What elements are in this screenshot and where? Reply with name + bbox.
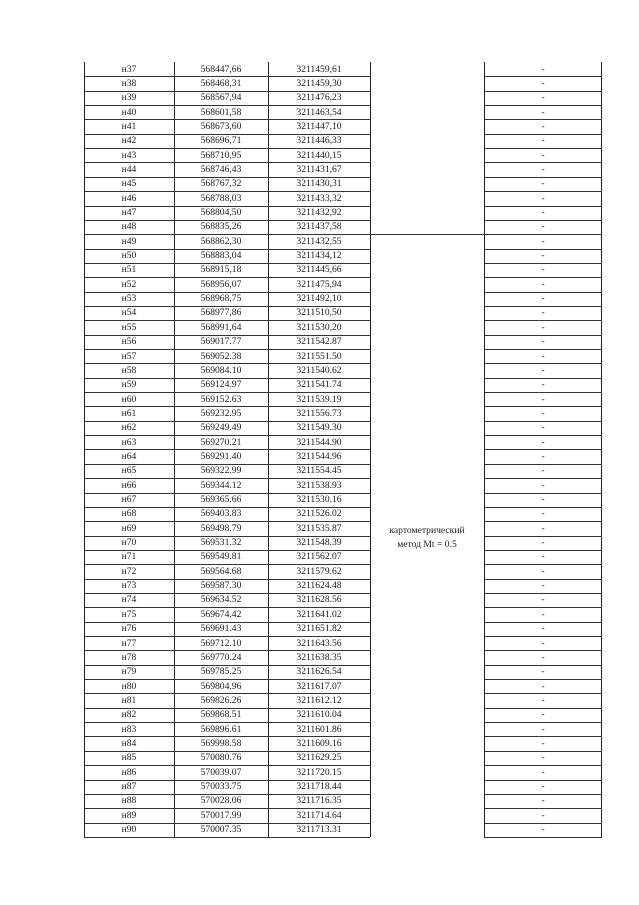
accuracy-cell: - xyxy=(541,336,545,348)
method-cell-border xyxy=(370,234,484,235)
y-coordinate-cell: 3211544.96 xyxy=(296,450,342,462)
accuracy-cell: - xyxy=(541,551,545,563)
y-coordinate-cell: 3211542.87 xyxy=(296,336,342,348)
accuracy-cell: - xyxy=(541,120,545,132)
column-divider xyxy=(370,62,371,837)
y-coordinate-cell: 3211617.07 xyxy=(296,680,342,692)
accuracy-cell: - xyxy=(541,637,545,649)
y-coordinate-cell: 3211638.35 xyxy=(296,651,342,663)
accuracy-cell: - xyxy=(541,207,545,218)
y-coordinate-cell: 3211540.62 xyxy=(296,364,342,376)
accuracy-cell: - xyxy=(541,422,545,434)
accuracy-cell: - xyxy=(541,407,545,419)
accuracy-cell: - xyxy=(541,278,545,290)
point-name-cell: н45 xyxy=(121,178,137,190)
x-coordinate-cell: 568968,75 xyxy=(200,293,242,305)
y-coordinate-cell: 3211718.44 xyxy=(296,781,342,792)
point-name-cell: н83 xyxy=(121,723,137,735)
y-coordinate-cell: 3211601.86 xyxy=(296,723,342,735)
point-name-cell: н85 xyxy=(121,752,137,764)
x-coordinate-cell: 569498.79 xyxy=(200,522,242,534)
y-coordinate-cell: 3211463,54 xyxy=(296,106,342,118)
y-coordinate-cell: 3211713.31 xyxy=(296,824,342,836)
point-name-cell: н38 xyxy=(121,77,137,89)
x-coordinate-cell: 569634.52 xyxy=(200,594,242,606)
point-name-cell: н69 xyxy=(121,522,137,534)
x-coordinate-cell: 569785.25 xyxy=(200,666,242,678)
accuracy-cell: - xyxy=(541,709,545,721)
x-coordinate-cell: 568710,95 xyxy=(200,149,242,161)
x-coordinate-cell: 569365.66 xyxy=(200,494,242,505)
y-coordinate-cell: 3211510,50 xyxy=(296,307,342,319)
x-coordinate-cell: 569896.61 xyxy=(200,723,242,735)
x-coordinate-cell: 568788,03 xyxy=(200,192,242,204)
point-name-cell: н46 xyxy=(121,192,137,204)
y-coordinate-cell: 3211562.07 xyxy=(296,551,342,563)
accuracy-cell: - xyxy=(541,723,545,735)
y-coordinate-cell: 3211430,31 xyxy=(296,178,342,190)
y-coordinate-cell: 3211432,55 xyxy=(296,235,342,247)
accuracy-cell: - xyxy=(541,178,545,190)
x-coordinate-cell: 569564.68 xyxy=(200,565,242,577)
y-coordinate-cell: 3211548.39 xyxy=(296,537,342,549)
accuracy-cell: - xyxy=(541,250,545,262)
y-coordinate-cell: 3211492,10 xyxy=(296,293,342,305)
x-coordinate-cell: 569826.26 xyxy=(200,694,242,706)
point-name-cell: н37 xyxy=(121,63,137,75)
y-coordinate-cell: 3211526.02 xyxy=(296,508,342,520)
point-name-cell: н55 xyxy=(121,321,137,333)
accuracy-cell: - xyxy=(541,508,545,520)
accuracy-cell: - xyxy=(541,465,545,477)
point-name-cell: н86 xyxy=(121,766,137,778)
point-name-cell: н73 xyxy=(121,580,137,592)
point-name-cell: н49 xyxy=(121,235,137,247)
accuracy-cell: - xyxy=(541,594,545,606)
point-name-cell: н41 xyxy=(121,120,137,132)
x-coordinate-cell: 569270.21 xyxy=(200,436,242,448)
point-name-cell: н77 xyxy=(121,637,137,649)
y-coordinate-cell: 3211628.56 xyxy=(296,594,342,606)
point-name-cell: н88 xyxy=(121,795,137,807)
accuracy-cell: - xyxy=(541,436,545,448)
point-name-cell: н78 xyxy=(121,651,137,663)
y-coordinate-cell: 3211629.25 xyxy=(296,752,342,764)
y-coordinate-cell: 3211624.48 xyxy=(296,580,342,592)
y-coordinate-cell: 3211433,32 xyxy=(296,192,342,204)
accuracy-cell: - xyxy=(541,494,545,505)
x-coordinate-cell: 569691.43 xyxy=(200,623,242,635)
point-name-cell: н74 xyxy=(121,594,137,606)
y-coordinate-cell: 3211539.19 xyxy=(296,393,342,405)
point-name-cell: н89 xyxy=(121,809,137,821)
x-coordinate-cell: 568567,94 xyxy=(200,92,242,104)
point-name-cell: н51 xyxy=(121,264,137,276)
y-coordinate-cell: 3211475,94 xyxy=(296,278,342,290)
y-coordinate-cell: 3211538.93 xyxy=(296,479,342,491)
point-name-cell: н71 xyxy=(121,551,137,563)
x-coordinate-cell: 569403.83 xyxy=(200,508,242,520)
x-coordinate-cell: 569322.99 xyxy=(200,465,242,477)
y-coordinate-cell: 3211459,30 xyxy=(296,77,342,89)
point-name-cell: н81 xyxy=(121,694,137,706)
x-coordinate-cell: 568804,50 xyxy=(200,207,242,218)
y-coordinate-cell: 3211445,66 xyxy=(296,264,342,276)
x-coordinate-cell: 570028.06 xyxy=(200,795,242,807)
y-coordinate-cell: 3211651.82 xyxy=(296,623,342,635)
accuracy-cell: - xyxy=(541,364,545,376)
x-coordinate-cell: 569291.40 xyxy=(200,450,242,462)
point-name-cell: н75 xyxy=(121,608,137,620)
accuracy-cell: - xyxy=(541,77,545,89)
accuracy-cell: - xyxy=(541,809,545,821)
point-name-cell: н58 xyxy=(121,364,137,376)
point-name-cell: н76 xyxy=(121,623,137,635)
y-coordinate-cell: 3211541.74 xyxy=(296,379,342,391)
x-coordinate-cell: 570033.75 xyxy=(200,781,242,792)
x-coordinate-cell: 569804.96 xyxy=(200,680,242,692)
x-coordinate-cell: 568696,71 xyxy=(200,135,242,147)
point-name-cell: н64 xyxy=(121,450,137,462)
x-coordinate-cell: 568991,64 xyxy=(200,321,242,333)
accuracy-cell: - xyxy=(541,307,545,319)
point-name-cell: н60 xyxy=(121,393,137,405)
x-coordinate-cell: 568767,32 xyxy=(200,178,242,190)
accuracy-cell: - xyxy=(541,135,545,147)
y-coordinate-cell: 3211556.73 xyxy=(296,407,342,419)
point-name-cell: н82 xyxy=(121,709,137,721)
x-coordinate-cell: 569674.42 xyxy=(200,608,242,620)
point-name-cell: н43 xyxy=(121,149,137,161)
y-coordinate-cell: 3211610.04 xyxy=(296,709,342,721)
y-coordinate-cell: 3211434,12 xyxy=(296,250,342,262)
accuracy-cell: - xyxy=(541,522,545,534)
x-coordinate-cell: 570039.07 xyxy=(200,766,242,778)
accuracy-cell: - xyxy=(541,293,545,305)
point-name-cell: н39 xyxy=(121,92,137,104)
point-name-cell: н63 xyxy=(121,436,137,448)
y-coordinate-cell: 3211530,20 xyxy=(296,321,342,333)
accuracy-cell: - xyxy=(541,737,545,749)
x-coordinate-cell: 569587.30 xyxy=(200,580,242,592)
accuracy-cell: - xyxy=(541,694,545,706)
accuracy-cell: - xyxy=(541,537,545,549)
accuracy-cell: - xyxy=(541,92,545,104)
point-name-cell: н50 xyxy=(121,250,137,262)
point-name-cell: н87 xyxy=(121,781,137,792)
y-coordinate-cell: 3211549.30 xyxy=(296,422,342,434)
point-name-cell: н44 xyxy=(121,163,137,175)
point-name-cell: н80 xyxy=(121,680,137,692)
x-coordinate-cell: 569249.49 xyxy=(200,422,242,434)
x-coordinate-cell: 568468,31 xyxy=(200,77,242,89)
point-name-cell: н53 xyxy=(121,293,137,305)
accuracy-cell: - xyxy=(541,221,545,233)
point-name-cell: н67 xyxy=(121,494,137,505)
accuracy-cell: - xyxy=(541,795,545,807)
accuracy-cell: - xyxy=(541,350,545,362)
y-coordinate-cell: 3211609.16 xyxy=(296,737,342,749)
method-accuracy: метод Mt = 0.5 xyxy=(397,539,457,551)
y-coordinate-cell: 3211437,58 xyxy=(296,221,342,233)
point-name-cell: н42 xyxy=(121,135,137,147)
y-coordinate-cell: 3211716.35 xyxy=(296,795,342,807)
accuracy-cell: - xyxy=(541,608,545,620)
y-coordinate-cell: 3211459,61 xyxy=(296,63,342,75)
accuracy-cell: - xyxy=(541,63,545,75)
x-coordinate-cell: 569124.97 xyxy=(200,379,242,391)
point-name-cell: н62 xyxy=(121,422,137,434)
x-coordinate-cell: 568956,07 xyxy=(200,278,242,290)
y-coordinate-cell: 3211476,23 xyxy=(296,92,342,104)
coordinates-table xyxy=(84,62,602,837)
x-coordinate-cell: 570007.35 xyxy=(200,824,242,836)
point-name-cell: н66 xyxy=(121,479,137,491)
x-coordinate-cell: 569344.12 xyxy=(200,479,242,491)
y-coordinate-cell: 3211440,15 xyxy=(296,149,342,161)
x-coordinate-cell: 570080.76 xyxy=(200,752,242,764)
y-coordinate-cell: 3211544.90 xyxy=(296,436,342,448)
accuracy-cell: - xyxy=(541,163,545,175)
x-coordinate-cell: 569770.24 xyxy=(200,651,242,663)
x-coordinate-cell: 568862,30 xyxy=(200,235,242,247)
accuracy-cell: - xyxy=(541,623,545,635)
y-coordinate-cell: 3211714.64 xyxy=(296,809,342,821)
point-name-cell: н59 xyxy=(121,379,137,391)
y-coordinate-cell: 3211432,92 xyxy=(296,207,342,218)
x-coordinate-cell: 570017.99 xyxy=(200,809,242,821)
point-name-cell: н57 xyxy=(121,350,137,362)
accuracy-cell: - xyxy=(541,565,545,577)
accuracy-cell: - xyxy=(541,766,545,778)
accuracy-cell: - xyxy=(541,235,545,247)
y-coordinate-cell: 3211626.54 xyxy=(296,666,342,678)
y-coordinate-cell: 3211447,10 xyxy=(296,120,342,132)
accuracy-cell: - xyxy=(541,651,545,663)
accuracy-cell: - xyxy=(541,192,545,204)
method-label: картометрический xyxy=(389,525,465,537)
x-coordinate-cell: 568447,66 xyxy=(200,63,242,75)
point-name-cell: н79 xyxy=(121,666,137,678)
point-name-cell: н52 xyxy=(121,278,137,290)
point-name-cell: н40 xyxy=(121,106,137,118)
y-coordinate-cell: 3211643.56 xyxy=(296,637,342,649)
x-coordinate-cell: 569531.32 xyxy=(200,537,242,549)
x-coordinate-cell: 569549.81 xyxy=(200,551,242,563)
accuracy-cell: - xyxy=(541,680,545,692)
point-name-cell: н56 xyxy=(121,336,137,348)
y-coordinate-cell: 3211641.02 xyxy=(296,608,342,620)
accuracy-cell: - xyxy=(541,321,545,333)
y-coordinate-cell: 3211551.50 xyxy=(296,350,342,362)
accuracy-cell: - xyxy=(541,479,545,491)
y-coordinate-cell: 3211535.87 xyxy=(296,522,342,534)
x-coordinate-cell: 568835,26 xyxy=(200,221,242,233)
y-coordinate-cell: 3211720.15 xyxy=(296,766,342,778)
point-name-cell: н65 xyxy=(121,465,137,477)
point-name-cell: н68 xyxy=(121,508,137,520)
accuracy-cell: - xyxy=(541,149,545,161)
point-name-cell: н48 xyxy=(121,221,137,233)
x-coordinate-cell: 569868.51 xyxy=(200,709,242,721)
y-coordinate-cell: 3211612.12 xyxy=(296,694,342,706)
accuracy-cell: - xyxy=(541,450,545,462)
point-name-cell: н72 xyxy=(121,565,137,577)
y-coordinate-cell: 3211579.62 xyxy=(296,565,342,577)
x-coordinate-cell: 568673,60 xyxy=(200,120,242,132)
x-coordinate-cell: 569084.10 xyxy=(200,364,242,376)
x-coordinate-cell: 568746,43 xyxy=(200,163,242,175)
accuracy-cell: - xyxy=(541,781,545,792)
point-name-cell: н47 xyxy=(121,207,137,218)
x-coordinate-cell: 569712.10 xyxy=(200,637,242,649)
y-coordinate-cell: 3211554.45 xyxy=(296,465,342,477)
point-name-cell: н70 xyxy=(121,537,137,549)
x-coordinate-cell: 568883,04 xyxy=(200,250,242,262)
accuracy-cell: - xyxy=(541,393,545,405)
y-coordinate-cell: 3211431,67 xyxy=(296,163,342,175)
x-coordinate-cell: 569152.63 xyxy=(200,393,242,405)
accuracy-cell: - xyxy=(541,666,545,678)
x-coordinate-cell: 569232.95 xyxy=(200,407,242,419)
accuracy-cell: - xyxy=(541,580,545,592)
method-cell xyxy=(370,524,484,552)
point-name-cell: н90 xyxy=(121,824,137,836)
point-name-cell: н84 xyxy=(121,737,137,749)
point-name-cell: н54 xyxy=(121,307,137,319)
accuracy-cell: - xyxy=(541,106,545,118)
x-coordinate-cell: 568915,18 xyxy=(200,264,242,276)
y-coordinate-cell: 3211530.16 xyxy=(296,494,342,505)
x-coordinate-cell: 569052.38 xyxy=(200,350,242,362)
x-coordinate-cell: 568601,58 xyxy=(200,106,242,118)
x-coordinate-cell: 569017.77 xyxy=(200,336,242,348)
point-name-cell: н61 xyxy=(121,407,137,419)
x-coordinate-cell: 568977,86 xyxy=(200,307,242,319)
accuracy-cell: - xyxy=(541,264,545,276)
y-coordinate-cell: 3211446,33 xyxy=(296,135,342,147)
x-coordinate-cell: 569998.58 xyxy=(200,737,242,749)
accuracy-cell: - xyxy=(541,752,545,764)
accuracy-cell: - xyxy=(541,824,545,836)
accuracy-cell: - xyxy=(541,379,545,391)
